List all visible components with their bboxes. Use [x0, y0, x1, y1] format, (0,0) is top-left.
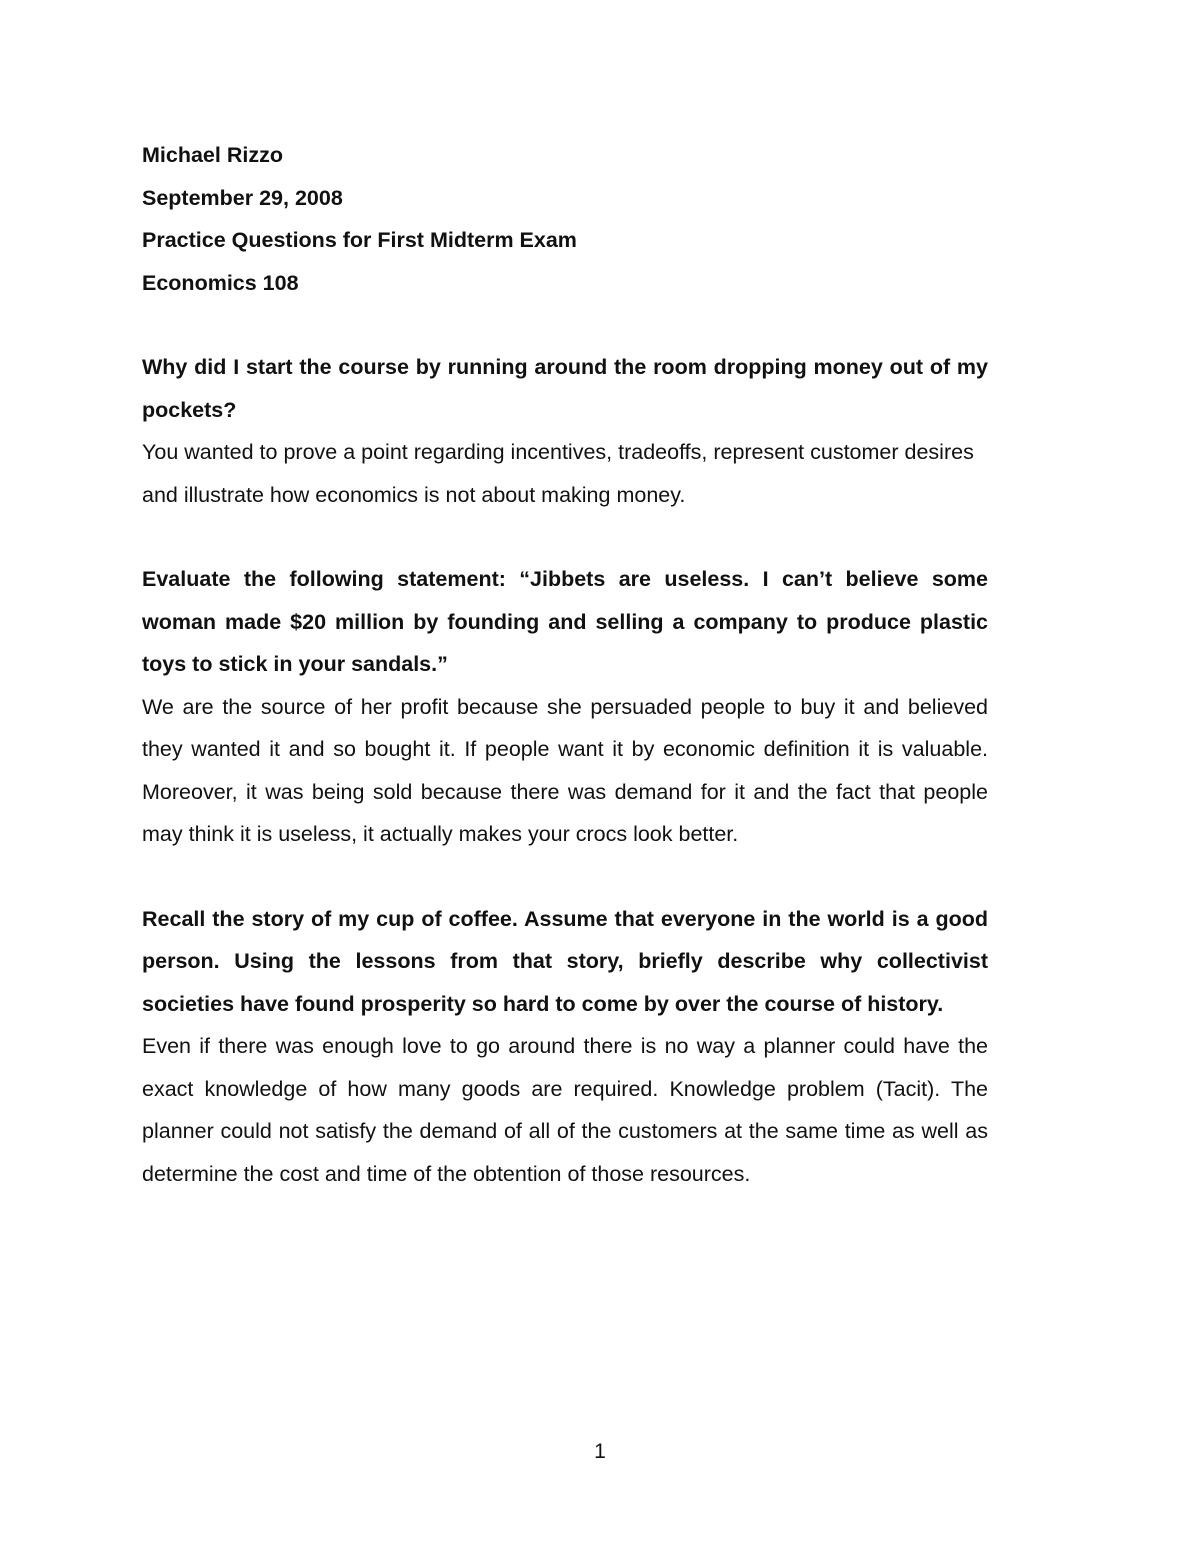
document-body [142, 134, 988, 1237]
qa-item-3 [142, 898, 988, 1196]
qa-item-1 [142, 346, 988, 516]
qa-item-2 [142, 558, 988, 856]
document-title: Practice Questions for First Midterm Exam [142, 228, 577, 252]
document-date: September 29, 2008 [142, 185, 343, 210]
document-header [142, 134, 988, 304]
answer-1: You wanted to prove a point regarding incentives, tradeoffs, represent customer desires and illustrate how economics is not about making money. [142, 440, 974, 507]
answer-3: Even if there was enough love to go around there is no way a planner could have the exact knowledge of how many goods are required. Knowledge problem (Tacit). The planner could not satisfy the demand of all of the customers at the same time as well as determine the cost and time of the obtention of those resources. [142, 1034, 988, 1186]
question-1: Why did I start the course by running around the room dropping money out of my pockets? [142, 355, 988, 422]
question-2: Evaluate the following statement: “Jibbets are useless. I can’t believe some woman made $20 million by founding and selling a company to produce plastic toys to stick in your sandals.” [142, 567, 988, 676]
page-number: 1 [594, 1440, 606, 1463]
answer-2: We are the source of her profit because she persuaded people to buy it and believed they wanted it and so bought it. If people want it by economic definition it is valuable. Moreover, it was being sold because there was demand for it and the fact that people may think it is useless, it actually makes your crocs look better. [142, 694, 988, 846]
course-name: Economics 108 [142, 270, 299, 295]
author-name: Michael Rizzo [142, 143, 283, 167]
question-3: Recall the story of my cup of coffee. Assume that everyone in the world is a good person. Using the lessons from that story, briefly describe why collectivist societies have found prosperity so hard to come by over the course of history. [142, 906, 988, 1016]
